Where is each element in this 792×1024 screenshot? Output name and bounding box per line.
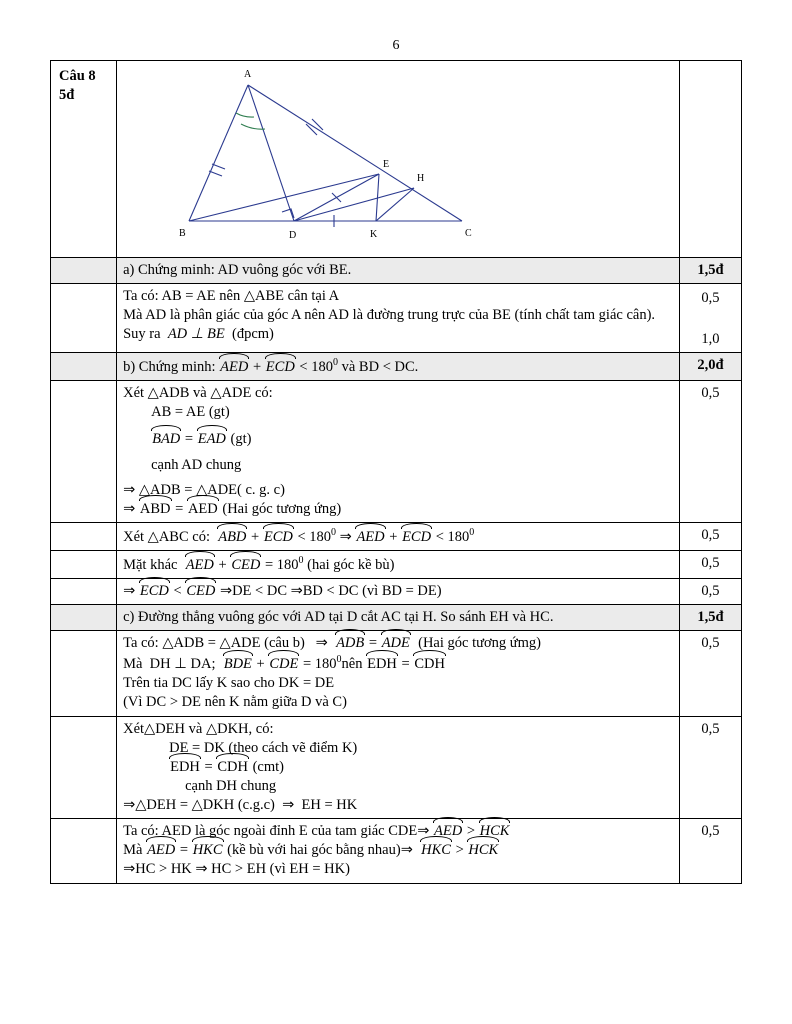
c1-angle-bde: BDE bbox=[223, 655, 253, 674]
table-row-part-c-block1 bbox=[51, 631, 742, 716]
b1-angle-ead: EAD bbox=[197, 430, 227, 449]
geometry-figure-cell bbox=[117, 61, 680, 258]
table-row-part-b-block3 bbox=[51, 551, 742, 579]
table-row-part-c-heading bbox=[51, 605, 742, 631]
geometry-figure-svg bbox=[117, 61, 679, 257]
c2-line1: Xét△DEH và △DKH, có: bbox=[123, 720, 274, 737]
c3-angle-aed: AED bbox=[433, 822, 463, 841]
table-row-figure bbox=[51, 61, 742, 258]
question-label bbox=[51, 61, 117, 258]
b1-line3-tail: (gt) bbox=[226, 430, 252, 447]
part-c-block2-score: 0,5 bbox=[679, 716, 741, 819]
c1-angle-cde: CDE bbox=[268, 655, 299, 674]
c1-angle-adb: ADB bbox=[335, 634, 365, 653]
part-b-block4-score: 0,5 bbox=[679, 578, 741, 604]
b1-angle-bad: BAD bbox=[151, 430, 181, 449]
question-label-line2: 5đ bbox=[59, 87, 75, 104]
c2-angle-edh: EDH bbox=[169, 758, 201, 777]
figure-label-C: C bbox=[465, 228, 472, 239]
b1-line5: ⇒ △ADB = △ADE( c. g. c) bbox=[123, 481, 285, 498]
b1-line6-tail: (Hai góc tương ứng) bbox=[218, 500, 342, 517]
c2-angle-cdh: CDH bbox=[216, 758, 249, 777]
c1-line4: (Vì DC > DE nên K nằm giữa D và C) bbox=[123, 694, 347, 711]
table-row-part-b-block4 bbox=[51, 578, 742, 604]
c2-line3: EDH = CDH (cmt) bbox=[123, 758, 673, 777]
spacer-label-c1 bbox=[51, 631, 117, 716]
table-row-part-c-block2 bbox=[51, 716, 742, 819]
c3-angle-hkc: HKC bbox=[192, 841, 224, 860]
c3-line2: Mà AED = HKC (kề bù với hai góc bằng nhau)⇒ HKC > HCK bbox=[123, 841, 673, 860]
c2-line5: ⇒△DEH = △DKH (c.g.c) ⇒ EH = HK bbox=[123, 797, 358, 814]
b2-angle-ecd2: ECD bbox=[401, 528, 432, 547]
b1-line1: Xét △ADB và △ADE có: bbox=[123, 385, 273, 402]
b4-angle-ced: CED bbox=[185, 582, 216, 601]
part-b-angle-aed: AED bbox=[219, 358, 249, 377]
c3-angle-aed2: AED bbox=[146, 841, 176, 860]
figure-label-E: E bbox=[383, 159, 390, 170]
c1-line1: Ta có: △ADB = △ADE (câu b) ⇒ ADB = ADE (Hai góc tương ứmg) bbox=[123, 634, 673, 653]
b3-angle-aed: AED bbox=[185, 556, 215, 575]
part-c-score: 1,5đ bbox=[679, 605, 741, 631]
part-c-block3 bbox=[117, 819, 680, 883]
part-b-block1 bbox=[117, 381, 680, 523]
b4-angle-ecd: ECD bbox=[139, 582, 170, 601]
spacer-label-a-body bbox=[51, 284, 117, 353]
b1-line3: BAD = EAD (gt) bbox=[123, 423, 673, 449]
part-a-score: 1,5đ bbox=[679, 258, 741, 284]
solution-table bbox=[50, 60, 742, 884]
part-b-block4: ⇒ ECD < CED ⇒DE < DC ⇒BD < DC (vì BD = DE) bbox=[117, 578, 680, 604]
table-row-part-b-block1 bbox=[51, 381, 742, 523]
part-b-block3: Mặt khác AED + CED = $180^0$ (hai góc kề bù) bbox=[117, 551, 680, 579]
c2-line4: cạnh DH chung bbox=[185, 777, 277, 794]
b1-angle-abd: ABD bbox=[139, 500, 172, 519]
part-c-block1 bbox=[117, 631, 680, 716]
part-b-heading-prefix: b) Chứng minh: bbox=[123, 359, 220, 376]
part-b-block3-score: 0,5 bbox=[679, 551, 741, 579]
c3-line3: ⇒HC > HK ⇒ HC > EH (vì EH = HK) bbox=[123, 861, 350, 878]
b1-line2: AB = AE (gt) bbox=[151, 404, 230, 421]
part-c-heading: c) Đường thẳng vuông góc với AD tại D cắt AC tại H. So sánh EH và HC. bbox=[117, 605, 680, 631]
figure-label-D: D bbox=[289, 230, 297, 241]
c1-angle-cdh: CDH bbox=[413, 655, 446, 674]
table-row-part-a-body bbox=[51, 284, 742, 353]
spacer-label-b3 bbox=[51, 551, 117, 579]
table-row-part-c-block3 bbox=[51, 819, 742, 883]
c1-line2: Mà DH ⊥ DA; BDE + CDE = $180^0nên$ EDH = CDH bbox=[123, 653, 673, 674]
c1-line3: Trên tia DC lấy K sao cho DK = DE bbox=[123, 675, 335, 692]
part-b-block1-score: 0,5 bbox=[679, 381, 741, 523]
spacer-label-b1 bbox=[51, 381, 117, 523]
c3-line1: Ta có: AED là góc ngoài đỉnh E của tam giác CDE⇒ AED > HCK bbox=[123, 822, 673, 841]
geometry-figure bbox=[117, 61, 679, 257]
part-a-line2: Mà AD là phân giác của góc A nên AD là đường trung trực của BE (tính chất tam giác cân). Suy ra AD ⊥ BE (đpcm) bbox=[123, 307, 656, 343]
b2-angle-ecd: ECD bbox=[263, 528, 294, 547]
spacer-label-b2 bbox=[51, 523, 117, 551]
part-c-block1-score: 0,5 bbox=[679, 631, 741, 716]
b1-angle-aed: AED bbox=[187, 500, 219, 519]
spacer-label-c2 bbox=[51, 716, 117, 819]
spacer-label-b4 bbox=[51, 578, 117, 604]
c2-line2: DE = DK (theo cách vẽ điểm K) bbox=[169, 739, 358, 756]
spacer-label-c bbox=[51, 605, 117, 631]
table-row-part-b-heading bbox=[51, 353, 742, 381]
part-a-score-1: 0,5 bbox=[701, 290, 720, 307]
part-a-heading: a) Chứng minh: AD vuông góc với BE. bbox=[117, 258, 680, 284]
spacer-label-c3 bbox=[51, 819, 117, 883]
figure-score-cell bbox=[679, 61, 741, 258]
part-b-score: 2,0đ bbox=[679, 353, 741, 381]
table-row-part-b-block2 bbox=[51, 523, 742, 551]
b1-line4: cạnh AD chung bbox=[151, 456, 242, 473]
b2-angle-abd: ABD bbox=[217, 528, 247, 547]
part-a-body-scores bbox=[679, 284, 741, 353]
part-a-score-2: 1,0 bbox=[701, 331, 720, 348]
part-b-angle-ecd: ECD bbox=[265, 358, 296, 377]
figure-label-H: H bbox=[417, 173, 425, 184]
spacer-label-b bbox=[51, 353, 117, 381]
part-b-block2: Xét △ABC có: ABD + ECD < $180^0$ ⇒ AED + ECD < $180^0$ bbox=[117, 523, 680, 551]
part-a-body bbox=[117, 284, 680, 353]
part-c-block3-score: 0,5 bbox=[679, 819, 741, 883]
question-label-line1: Câu 8 bbox=[59, 68, 96, 84]
b2-angle-aed: AED bbox=[355, 528, 385, 547]
c3-angle-hkc2: HKC bbox=[420, 841, 452, 860]
figure-label-K: K bbox=[370, 229, 378, 240]
c1-angle-ade: ADE bbox=[381, 634, 411, 653]
part-a-line1: Ta có: AB = AE nên △ABE cân tại A bbox=[123, 288, 340, 305]
spacer-label-a bbox=[51, 258, 117, 284]
c3-angle-hck: HCK bbox=[479, 822, 511, 841]
b3-angle-ced: CED bbox=[230, 556, 261, 575]
table-row-part-a-heading bbox=[51, 258, 742, 284]
c3-angle-hck2: HCK bbox=[467, 841, 499, 860]
b1-line6: ⇒ ABD = AED (Hai góc tương ứng) bbox=[123, 500, 673, 519]
figure-label-A: A bbox=[244, 69, 252, 80]
c2-line3-tail: (cmt) bbox=[248, 758, 284, 775]
page-number: 6 bbox=[392, 38, 400, 53]
part-b-heading: b) Chứng minh: AED + ECD < $180^0$ và BD < DC. bbox=[117, 353, 680, 381]
c1-angle-edh: EDH bbox=[366, 655, 398, 674]
figure-label-B: B bbox=[179, 228, 186, 239]
part-b-block2-score: 0,5 bbox=[679, 523, 741, 551]
part-c-block2 bbox=[117, 716, 680, 819]
